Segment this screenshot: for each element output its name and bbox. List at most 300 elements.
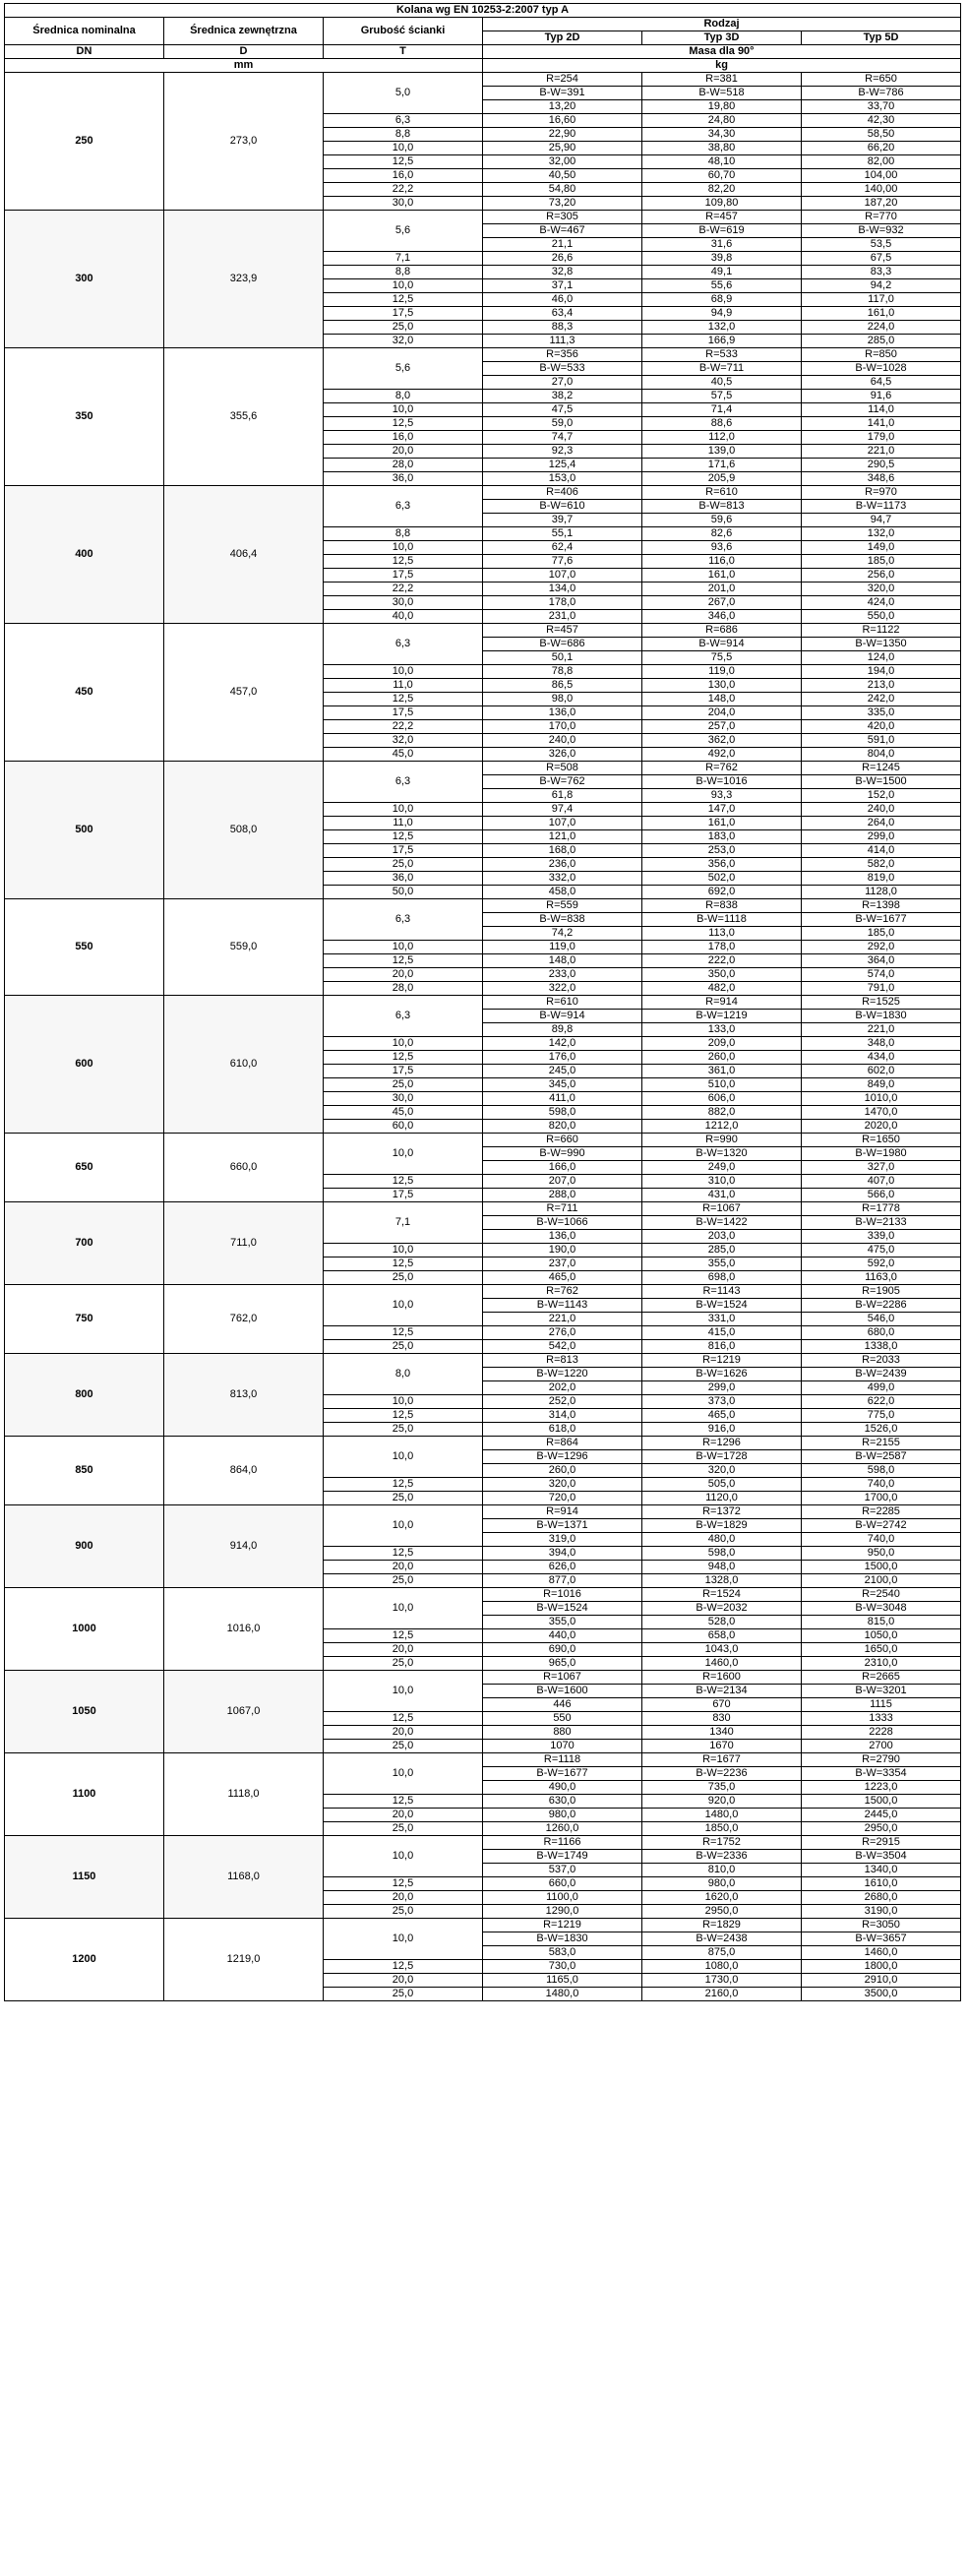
- wall-thickness-cell: 25,0: [324, 1340, 483, 1354]
- mass-cell: 179,0: [802, 431, 961, 445]
- mass-cell: 231,0: [483, 610, 642, 624]
- bend-radius-cell: R=610: [483, 996, 642, 1010]
- mass-cell: 1163,0: [802, 1271, 961, 1285]
- mass-cell: 190,0: [483, 1244, 642, 1257]
- mass-cell: 32,8: [483, 266, 642, 279]
- wall-thickness-cell: 36,0: [324, 872, 483, 886]
- mass-cell: 24,80: [642, 114, 802, 128]
- mass-cell: 55,6: [642, 279, 802, 293]
- bend-radius-cell: R=1677: [642, 1753, 802, 1767]
- mass-cell: 849,0: [802, 1078, 961, 1092]
- mass-cell: 920,0: [642, 1795, 802, 1809]
- bend-radius-cell: R=1245: [802, 762, 961, 775]
- mass-cell: 499,0: [802, 1381, 961, 1395]
- mass-cell: 394,0: [483, 1547, 642, 1561]
- table-row: [5, 1671, 961, 1685]
- center-to-face-cell: B-W=3201: [802, 1685, 961, 1698]
- mass-cell: 112,0: [642, 431, 802, 445]
- table-row: [5, 1753, 961, 1767]
- mass-cell: 348,0: [802, 1037, 961, 1051]
- mass-cell: 161,0: [642, 569, 802, 583]
- mass-cell: 299,0: [802, 830, 961, 844]
- outer-diameter-cell: 1067,0: [164, 1671, 324, 1753]
- table-row: [5, 1588, 961, 1602]
- wall-thickness-cell: 12,5: [324, 1175, 483, 1189]
- mass-cell: 1340: [642, 1726, 802, 1740]
- mass-cell: 38,80: [642, 142, 802, 155]
- mass-cell: 107,0: [483, 817, 642, 830]
- mass-cell: 82,20: [642, 183, 802, 197]
- bend-radius-cell: R=1166: [483, 1836, 642, 1850]
- mass-cell: 355,0: [483, 1616, 642, 1629]
- unit-kg: kg: [483, 59, 961, 73]
- mass-cell: 1800,0: [802, 1960, 961, 1974]
- mass-cell: 92,3: [483, 445, 642, 459]
- center-to-face-cell: B-W=1500: [802, 775, 961, 789]
- bend-radius-cell: R=2033: [802, 1354, 961, 1368]
- mass-cell: 267,0: [642, 596, 802, 610]
- wall-thickness-cell: 25,0: [324, 1740, 483, 1753]
- center-to-face-cell: B-W=1422: [642, 1216, 802, 1230]
- mass-cell: 292,0: [802, 941, 961, 954]
- mass-cell: 40,50: [483, 169, 642, 183]
- outer-diameter-cell: 813,0: [164, 1354, 324, 1437]
- symbol-dn: DN: [5, 45, 164, 59]
- mass-cell: 257,0: [642, 720, 802, 734]
- table-row: [5, 996, 961, 1010]
- mass-cell: 480,0: [642, 1533, 802, 1547]
- wall-thickness-cell: 8,8: [324, 266, 483, 279]
- table-row: [5, 1505, 961, 1519]
- mass-cell: 109,80: [642, 197, 802, 211]
- mass-cell: 2910,0: [802, 1974, 961, 1988]
- mass-cell: 1470,0: [802, 1106, 961, 1120]
- mass-cell: 13,20: [483, 100, 642, 114]
- mass-cell: 58,50: [802, 128, 961, 142]
- mass-cell: 492,0: [642, 748, 802, 762]
- nominal-diameter-cell: 300: [5, 211, 164, 348]
- bend-radius-cell: R=970: [802, 486, 961, 500]
- mass-cell: 356,0: [642, 858, 802, 872]
- mass-cell: 134,0: [483, 583, 642, 596]
- mass-cell: 202,0: [483, 1381, 642, 1395]
- mass-cell: 434,0: [802, 1051, 961, 1065]
- wall-thickness-cell: 10,0: [324, 1395, 483, 1409]
- wall-thickness-cell: 10,0: [324, 1588, 483, 1629]
- bend-radius-cell: R=1829: [642, 1919, 802, 1932]
- wall-thickness-cell: 7,1: [324, 252, 483, 266]
- wall-thickness-cell: 45,0: [324, 748, 483, 762]
- mass-cell: 37,1: [483, 279, 642, 293]
- center-to-face-cell: B-W=914: [642, 638, 802, 651]
- mass-cell: 537,0: [483, 1864, 642, 1877]
- mass-cell: 505,0: [642, 1478, 802, 1492]
- mass-cell: 39,7: [483, 514, 642, 527]
- mass-cell: 25,90: [483, 142, 642, 155]
- mass-cell: 658,0: [642, 1629, 802, 1643]
- wall-thickness-cell: 10,0: [324, 142, 483, 155]
- mass-cell: 2445,0: [802, 1809, 961, 1822]
- mass-cell: 57,5: [642, 390, 802, 403]
- mass-cell: 965,0: [483, 1657, 642, 1671]
- wall-thickness-cell: 17,5: [324, 844, 483, 858]
- nominal-diameter-cell: 600: [5, 996, 164, 1134]
- mass-cell: 1480,0: [642, 1809, 802, 1822]
- mass-cell: 141,0: [802, 417, 961, 431]
- center-to-face-cell: B-W=1600: [483, 1685, 642, 1698]
- center-to-face-cell: B-W=1728: [642, 1450, 802, 1464]
- wall-thickness-cell: 50,0: [324, 886, 483, 899]
- mass-cell: 916,0: [642, 1423, 802, 1437]
- center-to-face-cell: B-W=1524: [642, 1299, 802, 1313]
- bend-radius-cell: R=1905: [802, 1285, 961, 1299]
- header-type-group: Rodzaj: [483, 18, 961, 31]
- wall-thickness-cell: 20,0: [324, 1809, 483, 1822]
- mass-cell: 161,0: [642, 817, 802, 830]
- mass-cell: 810,0: [642, 1864, 802, 1877]
- document-page: [4, 3, 961, 2001]
- mass-cell: 171,6: [642, 459, 802, 472]
- bend-radius-cell: R=770: [802, 211, 961, 224]
- wall-thickness-cell: 30,0: [324, 596, 483, 610]
- mass-cell: 446: [483, 1698, 642, 1712]
- wall-thickness-cell: 8,0: [324, 1354, 483, 1395]
- bend-radius-cell: R=2285: [802, 1505, 961, 1519]
- mass-cell: 415,0: [642, 1326, 802, 1340]
- nominal-diameter-cell: 750: [5, 1285, 164, 1354]
- header-type-3d: Typ 3D: [642, 31, 802, 45]
- mass-cell: 97,4: [483, 803, 642, 817]
- mass-cell: 2160,0: [642, 1988, 802, 2001]
- center-to-face-cell: B-W=1219: [642, 1010, 802, 1023]
- bend-radius-cell: R=1118: [483, 1753, 642, 1767]
- mass-cell: 490,0: [483, 1781, 642, 1795]
- center-to-face-cell: B-W=391: [483, 87, 642, 100]
- table-row: [5, 1285, 961, 1299]
- mass-cell: 221,0: [802, 1023, 961, 1037]
- center-to-face-cell: B-W=990: [483, 1147, 642, 1161]
- bend-radius-cell: R=559: [483, 899, 642, 913]
- mass-cell: 820,0: [483, 1120, 642, 1134]
- wall-thickness-cell: 12,5: [324, 830, 483, 844]
- mass-cell: 221,0: [802, 445, 961, 459]
- mass-cell: 1328,0: [642, 1574, 802, 1588]
- mass-cell: 136,0: [483, 1230, 642, 1244]
- bend-radius-cell: R=406: [483, 486, 642, 500]
- table-row: [5, 1134, 961, 1147]
- mass-cell: 148,0: [483, 954, 642, 968]
- mass-cell: 2310,0: [802, 1657, 961, 1671]
- mass-cell: 94,2: [802, 279, 961, 293]
- mass-cell: 326,0: [483, 748, 642, 762]
- wall-thickness-cell: 7,1: [324, 1202, 483, 1244]
- wall-thickness-cell: 20,0: [324, 1561, 483, 1574]
- mass-cell: 815,0: [802, 1616, 961, 1629]
- wall-thickness-cell: 10,0: [324, 1134, 483, 1175]
- outer-diameter-cell: 508,0: [164, 762, 324, 899]
- mass-cell: 411,0: [483, 1092, 642, 1106]
- mass-cell: 465,0: [483, 1271, 642, 1285]
- bend-radius-cell: R=2540: [802, 1588, 961, 1602]
- center-to-face-cell: B-W=813: [642, 500, 802, 514]
- mass-cell: 113,0: [642, 927, 802, 941]
- mass-cell: 213,0: [802, 679, 961, 693]
- mass-cell: 290,5: [802, 459, 961, 472]
- wall-thickness-cell: 12,5: [324, 1795, 483, 1809]
- mass-cell: 1212,0: [642, 1120, 802, 1134]
- mass-cell: 355,0: [642, 1257, 802, 1271]
- mass-cell: 149,0: [802, 541, 961, 555]
- mass-cell: 320,0: [483, 1478, 642, 1492]
- wall-thickness-cell: 10,0: [324, 803, 483, 817]
- center-to-face-cell: B-W=711: [642, 362, 802, 376]
- bend-radius-cell: R=1067: [483, 1671, 642, 1685]
- bend-radius-cell: R=1219: [642, 1354, 802, 1368]
- mass-cell: 592,0: [802, 1257, 961, 1271]
- outer-diameter-cell: 660,0: [164, 1134, 324, 1202]
- outer-diameter-cell: 1219,0: [164, 1919, 324, 2001]
- bend-radius-cell: R=1525: [802, 996, 961, 1010]
- mass-cell: 66,20: [802, 142, 961, 155]
- center-to-face-cell: B-W=1028: [802, 362, 961, 376]
- mass-cell: 322,0: [483, 982, 642, 996]
- table-row: [5, 211, 961, 224]
- mass-cell: 132,0: [802, 527, 961, 541]
- wall-thickness-cell: 25,0: [324, 1574, 483, 1588]
- outer-diameter-cell: 914,0: [164, 1505, 324, 1588]
- mass-cell: 256,0: [802, 569, 961, 583]
- wall-thickness-cell: 10,0: [324, 1753, 483, 1795]
- wall-thickness-cell: 10,0: [324, 1671, 483, 1712]
- center-to-face-cell: B-W=1524: [483, 1602, 642, 1616]
- mass-cell: 950,0: [802, 1547, 961, 1561]
- nominal-diameter-cell: 400: [5, 486, 164, 624]
- mass-cell: 1080,0: [642, 1960, 802, 1974]
- mass-cell: 574,0: [802, 968, 961, 982]
- mass-cell: 1290,0: [483, 1905, 642, 1919]
- center-to-face-cell: B-W=1320: [642, 1147, 802, 1161]
- mass-cell: 83,3: [802, 266, 961, 279]
- mass-cell: 830: [642, 1712, 802, 1726]
- mass-cell: 660,0: [483, 1877, 642, 1891]
- bend-radius-cell: R=508: [483, 762, 642, 775]
- wall-thickness-cell: 5,0: [324, 73, 483, 114]
- symbol-t: T: [324, 45, 483, 59]
- center-to-face-cell: B-W=1296: [483, 1450, 642, 1464]
- bend-radius-cell: R=1524: [642, 1588, 802, 1602]
- center-to-face-cell: B-W=1677: [802, 913, 961, 927]
- mass-cell: 740,0: [802, 1533, 961, 1547]
- mass-cell: 249,0: [642, 1161, 802, 1175]
- mass-cell: 34,30: [642, 128, 802, 142]
- bend-radius-cell: R=850: [802, 348, 961, 362]
- wall-thickness-cell: 17,5: [324, 307, 483, 321]
- center-to-face-cell: B-W=2438: [642, 1932, 802, 1946]
- bend-radius-cell: R=1296: [642, 1437, 802, 1450]
- center-to-face-cell: B-W=914: [483, 1010, 642, 1023]
- table-row: [5, 762, 961, 775]
- bend-radius-cell: R=686: [642, 624, 802, 638]
- mass-cell: 260,0: [642, 1051, 802, 1065]
- wall-thickness-cell: 6,3: [324, 762, 483, 803]
- mass-cell: 233,0: [483, 968, 642, 982]
- mass-cell: 1460,0: [802, 1946, 961, 1960]
- bend-radius-cell: R=533: [642, 348, 802, 362]
- wall-thickness-cell: 5,6: [324, 348, 483, 390]
- mass-cell: 345,0: [483, 1078, 642, 1092]
- mass-cell: 882,0: [642, 1106, 802, 1120]
- title-row: [5, 4, 961, 18]
- center-to-face-cell: B-W=1173: [802, 500, 961, 514]
- mass-cell: 1670: [642, 1740, 802, 1753]
- mass-cell: 147,0: [642, 803, 802, 817]
- bend-radius-cell: R=356: [483, 348, 642, 362]
- wall-thickness-cell: 12,5: [324, 1960, 483, 1974]
- bend-radius-cell: R=1372: [642, 1505, 802, 1519]
- center-to-face-cell: B-W=838: [483, 913, 642, 927]
- mass-cell: 166,9: [642, 335, 802, 348]
- mass-cell: 50,1: [483, 651, 642, 665]
- wall-thickness-cell: 10,0: [324, 941, 483, 954]
- mass-cell: 362,0: [642, 734, 802, 748]
- nominal-diameter-cell: 550: [5, 899, 164, 996]
- center-to-face-cell: B-W=1350: [802, 638, 961, 651]
- mass-cell: 63,4: [483, 307, 642, 321]
- mass-cell: 546,0: [802, 1313, 961, 1326]
- mass-cell: 40,5: [642, 376, 802, 390]
- center-to-face-cell: B-W=2236: [642, 1767, 802, 1781]
- center-to-face-cell: B-W=3657: [802, 1932, 961, 1946]
- center-to-face-cell: B-W=762: [483, 775, 642, 789]
- outer-diameter-cell: 559,0: [164, 899, 324, 996]
- center-to-face-cell: B-W=1066: [483, 1216, 642, 1230]
- mass-cell: 591,0: [802, 734, 961, 748]
- wall-thickness-cell: 28,0: [324, 982, 483, 996]
- mass-cell: 775,0: [802, 1409, 961, 1423]
- wall-thickness-cell: 25,0: [324, 1423, 483, 1437]
- mass-cell: 119,0: [642, 665, 802, 679]
- wall-thickness-cell: 17,5: [324, 706, 483, 720]
- unit-mm: mm: [5, 59, 483, 73]
- bend-radius-cell: R=650: [802, 73, 961, 87]
- mass-cell: 1500,0: [802, 1795, 961, 1809]
- mass-cell: 1480,0: [483, 1988, 642, 2001]
- mass-cell: 88,6: [642, 417, 802, 431]
- mass-cell: 16,60: [483, 114, 642, 128]
- bend-radius-cell: R=1016: [483, 1588, 642, 1602]
- wall-thickness-cell: 20,0: [324, 1726, 483, 1740]
- mass-cell: 816,0: [642, 1340, 802, 1354]
- mass-cell: 1700,0: [802, 1492, 961, 1505]
- nominal-diameter-cell: 1100: [5, 1753, 164, 1836]
- outer-diameter-cell: 1168,0: [164, 1836, 324, 1919]
- mass-cell: 285,0: [642, 1244, 802, 1257]
- outer-diameter-cell: 323,9: [164, 211, 324, 348]
- mass-cell: 327,0: [802, 1161, 961, 1175]
- mass-cell: 236,0: [483, 858, 642, 872]
- bend-radius-cell: R=914: [642, 996, 802, 1010]
- mass-cell: 32,00: [483, 155, 642, 169]
- mass-cell: 117,0: [802, 293, 961, 307]
- center-to-face-cell: B-W=1143: [483, 1299, 642, 1313]
- wall-thickness-cell: 8,0: [324, 390, 483, 403]
- mass-cell: 68,9: [642, 293, 802, 307]
- center-to-face-cell: B-W=2134: [642, 1685, 802, 1698]
- mass-cell: 148,0: [642, 693, 802, 706]
- table-row: [5, 1202, 961, 1216]
- wall-thickness-cell: 5,6: [324, 211, 483, 252]
- mass-cell: 94,7: [802, 514, 961, 527]
- wall-thickness-cell: 6,3: [324, 899, 483, 941]
- mass-cell: 350,0: [642, 968, 802, 982]
- mass-cell: 252,0: [483, 1395, 642, 1409]
- mass-cell: 1730,0: [642, 1974, 802, 1988]
- wall-thickness-cell: 12,5: [324, 155, 483, 169]
- wall-thickness-cell: 25,0: [324, 1822, 483, 1836]
- nominal-diameter-cell: 800: [5, 1354, 164, 1437]
- center-to-face-cell: B-W=3354: [802, 1767, 961, 1781]
- mass-cell: 698,0: [642, 1271, 802, 1285]
- bend-radius-cell: R=2155: [802, 1437, 961, 1450]
- table-title: Kolana wg EN 10253-2:2007 typ A: [5, 4, 961, 18]
- wall-thickness-cell: 10,0: [324, 403, 483, 417]
- center-to-face-cell: B-W=1829: [642, 1519, 802, 1533]
- mass-cell: 31,6: [642, 238, 802, 252]
- mass-cell: 42,30: [802, 114, 961, 128]
- mass-cell: 2950,0: [642, 1905, 802, 1919]
- mass-cell: 1050,0: [802, 1629, 961, 1643]
- wall-thickness-cell: 30,0: [324, 197, 483, 211]
- mass-cell: 67,5: [802, 252, 961, 266]
- center-to-face-cell: B-W=518: [642, 87, 802, 100]
- mass-cell: 1260,0: [483, 1822, 642, 1836]
- table-row: [5, 486, 961, 500]
- mass-cell: 602,0: [802, 1065, 961, 1078]
- wall-thickness-cell: 12,5: [324, 1877, 483, 1891]
- mass-cell: 320,0: [642, 1464, 802, 1478]
- mass-cell: 598,0: [483, 1106, 642, 1120]
- mass-cell: 187,20: [802, 197, 961, 211]
- mass-cell: 114,0: [802, 403, 961, 417]
- mass-cell: 1526,0: [802, 1423, 961, 1437]
- mass-cell: 2950,0: [802, 1822, 961, 1836]
- mass-cell: 93,6: [642, 541, 802, 555]
- mass-cell: 361,0: [642, 1065, 802, 1078]
- center-to-face-cell: B-W=1220: [483, 1368, 642, 1381]
- mass-cell: 245,0: [483, 1065, 642, 1078]
- bend-radius-cell: R=762: [483, 1285, 642, 1299]
- wall-thickness-cell: 10,0: [324, 1285, 483, 1326]
- mass-cell: 566,0: [802, 1189, 961, 1202]
- center-to-face-cell: B-W=533: [483, 362, 642, 376]
- nominal-diameter-cell: 850: [5, 1437, 164, 1505]
- mass-cell: 111,3: [483, 335, 642, 348]
- mass-cell: 1850,0: [642, 1822, 802, 1836]
- wall-thickness-cell: 10,0: [324, 1836, 483, 1877]
- wall-thickness-cell: 10,0: [324, 279, 483, 293]
- table-row: [5, 624, 961, 638]
- bend-radius-cell: R=305: [483, 211, 642, 224]
- center-to-face-cell: B-W=3048: [802, 1602, 961, 1616]
- wall-thickness-cell: 12,5: [324, 693, 483, 706]
- mass-cell: 735,0: [642, 1781, 802, 1795]
- header-mass-90: Masa dla 90°: [483, 45, 961, 59]
- mass-cell: 82,00: [802, 155, 961, 169]
- mass-cell: 440,0: [483, 1629, 642, 1643]
- mass-cell: 264,0: [802, 817, 961, 830]
- mass-cell: 720,0: [483, 1492, 642, 1505]
- wall-thickness-cell: 20,0: [324, 1891, 483, 1905]
